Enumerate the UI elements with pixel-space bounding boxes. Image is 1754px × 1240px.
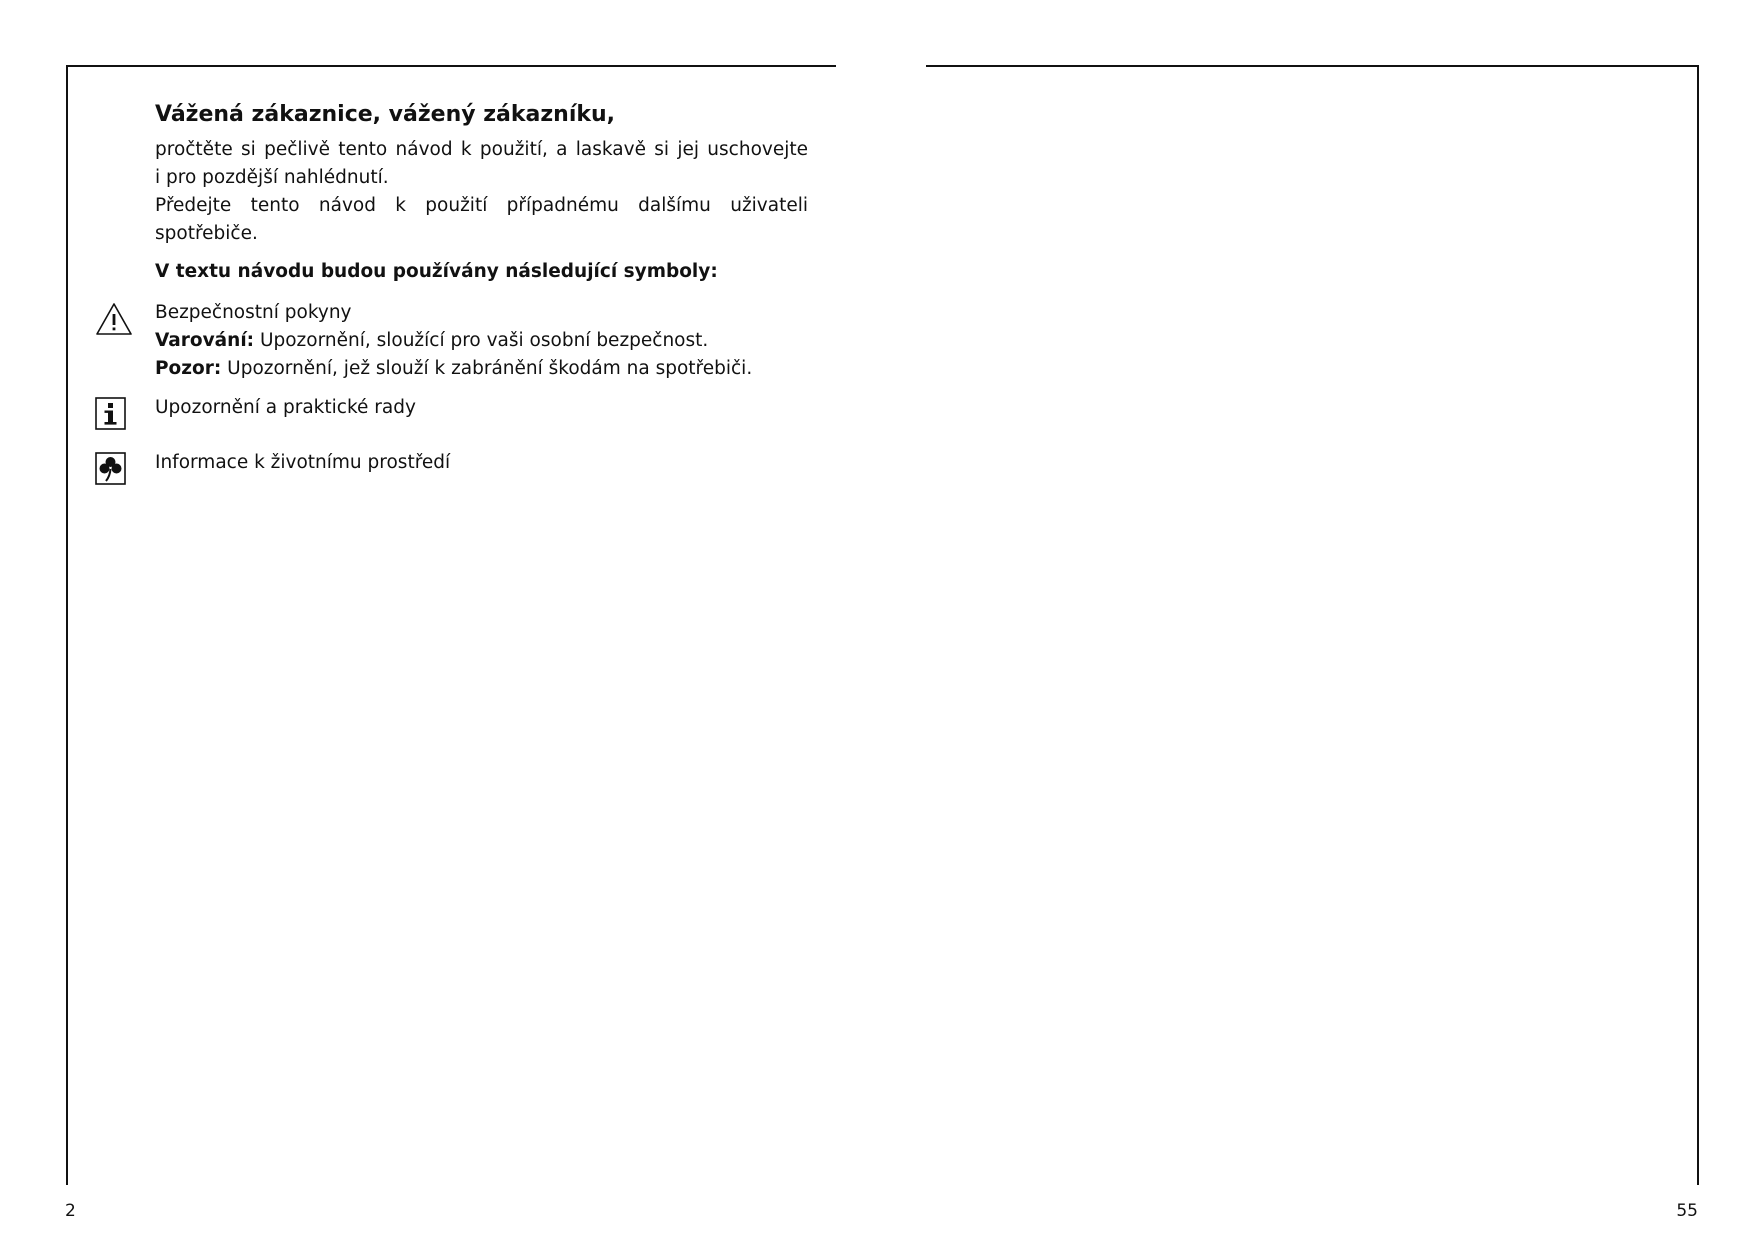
intro-line-2: i pro pozdější nahlédnutí. (155, 167, 389, 188)
caution-label: Pozor: (155, 358, 222, 379)
warning-triangle-icon (95, 302, 133, 336)
intro-paragraph (155, 136, 808, 192)
environment-symbol-description: Informace k životnímu prostředí (155, 452, 451, 473)
caution-line (155, 355, 808, 383)
warning-line (155, 327, 808, 355)
safety-title: Bezpečnostní pokyny (155, 302, 352, 323)
intro-line-1: pročtěte si pečlivě tento návod k použití, a laskavě si jej uschovejte (155, 139, 808, 160)
symbols-heading: V textu návodu budou používány následující symboly: (155, 261, 718, 282)
clover-icon (95, 452, 126, 485)
handover-paragraph (155, 192, 808, 248)
safety-symbol-description (155, 299, 808, 383)
info-symbol-description: Upozornění a praktické rady (155, 397, 416, 418)
warning-label: Varování: (155, 330, 255, 351)
caution-text: Upozornění, jež slouží k zabránění škodám na spotřebiči. (221, 358, 753, 379)
page-number-right: 55 (1676, 1201, 1698, 1221)
warning-text: Upozornění, sloužící pro vaši osobní bezpečnost. (254, 330, 709, 351)
page-number-left: 2 (65, 1201, 76, 1221)
handover-line-2: spotřebiče. (155, 223, 258, 244)
info-icon (95, 397, 126, 430)
handover-line-1: Předejte tento návod k použití případnému dalšímu uživateli (155, 195, 808, 216)
right-page-frame (926, 65, 1699, 1185)
greeting-heading: Vážená zákaznice, vážený zákazníku, (155, 102, 616, 127)
